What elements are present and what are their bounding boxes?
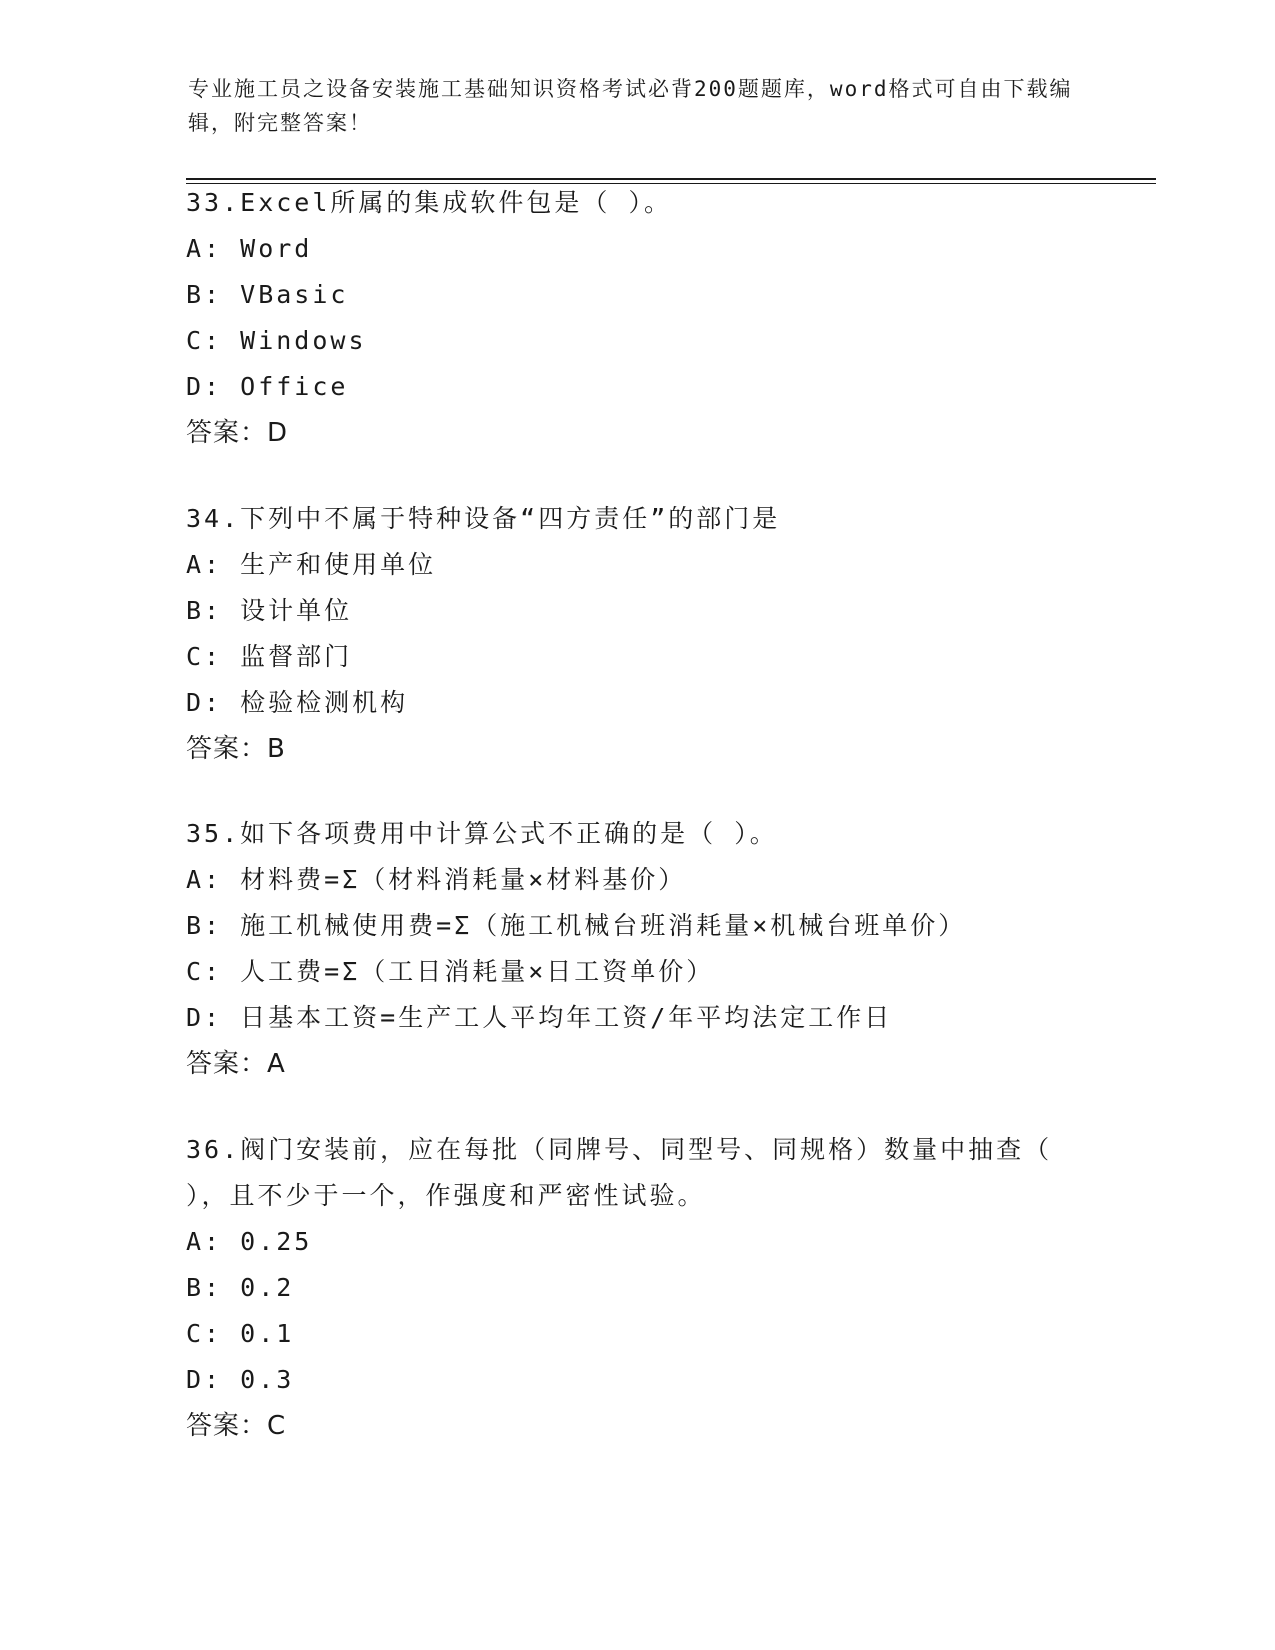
option-b: B: 0.2 [186,1273,295,1302]
option-a: A: Word [186,234,313,263]
question-stem: 33.Excel所属的集成软件包是（ ）。 [186,188,672,217]
option-d: D: 0.3 [186,1365,295,1394]
question-33 [186,180,1086,456]
option-a: A: 材料费=Σ（材料消耗量×材料基价） [186,865,687,894]
question-35 [186,811,1086,1087]
option-b: B: 施工机械使用费=Σ（施工机械台班消耗量×机械台班单价） [186,911,967,940]
option-a: A: 生产和使用单位 [186,550,437,579]
option-c: C: Windows [186,326,367,355]
question-stem-continued: ），且不少于一个，作强度和严密性试验。 [186,1181,706,1210]
answer-line: 答案：C [186,1411,287,1441]
option-a: A: 0.25 [186,1227,313,1256]
option-d: D: Office [186,372,349,401]
question-36 [186,1127,1086,1449]
question-stem: 34.下列中不属于特种设备“四方责任”的部门是 [186,504,781,533]
question-stem: 36.阀门安装前，应在每批（同牌号、同型号、同规格）数量中抽查（ [186,1135,1053,1164]
option-b: B: 设计单位 [186,596,353,625]
document-intro: 专业施工员之设备安装施工基础知识资格考试必背200题题库，word格式可自由下载编辑，附完整答案！ [188,77,1073,135]
option-d: D: 检验检测机构 [186,688,409,717]
answer-line: 答案：D [186,418,289,448]
question-34 [186,496,1086,772]
option-d: D: 日基本工资=生产工人平均年工资/年平均法定工作日 [186,1003,893,1032]
question-stem: 35.如下各项费用中计算公式不正确的是（ ）。 [186,819,778,848]
option-c: C: 监督部门 [186,642,353,671]
answer-line: 答案：B [186,734,286,764]
option-b: B: VBasic [186,280,349,309]
answer-line: 答案：A [186,1049,286,1079]
option-c: C: 0.1 [186,1319,295,1348]
option-c: C: 人工费=Σ（工日消耗量×日工资单价） [186,957,715,986]
